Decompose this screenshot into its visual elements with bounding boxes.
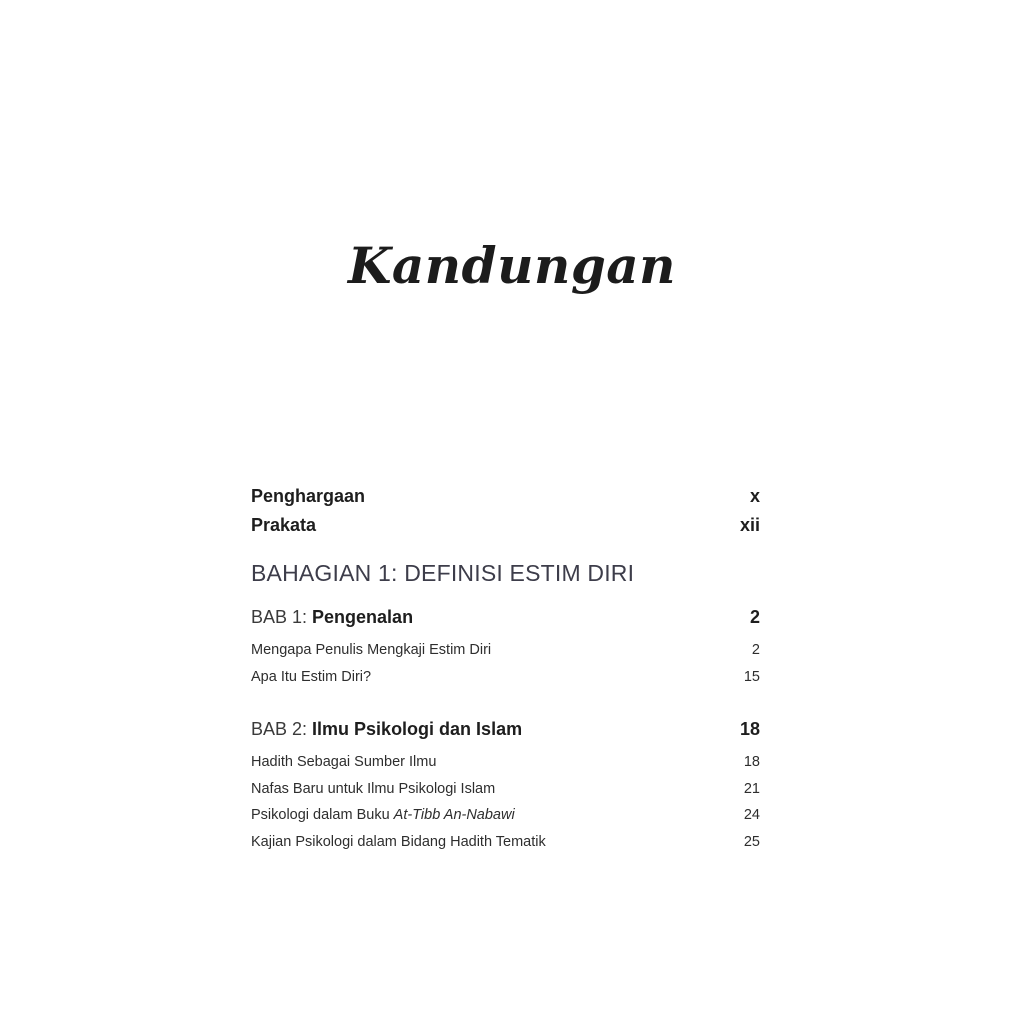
section-page: 2	[751, 642, 760, 658]
section-label: Nafas Baru untuk Ilmu Psikologi Islam	[251, 781, 496, 797]
section-page: 25	[743, 834, 760, 850]
toc-entry-preface[interactable]	[251, 515, 760, 536]
toc-section[interactable]	[251, 754, 760, 770]
section-label	[251, 807, 515, 823]
toc-entry-page: x	[749, 486, 760, 506]
section-page: 18	[743, 754, 760, 770]
section-page: 15	[743, 669, 760, 685]
book-title-italic: At-Tibb An-Nabawi	[393, 807, 515, 823]
toc-section[interactable]	[251, 669, 760, 685]
section-page: 21	[743, 781, 760, 797]
chapter-name: Pengenalan	[312, 607, 414, 627]
chapter-prefix: BAB 1:	[251, 607, 313, 627]
toc-entry-label: Prakata	[251, 515, 317, 535]
section-label-text: Psikologi dalam Buku	[251, 807, 394, 823]
chapter-prefix: BAB 2:	[251, 719, 313, 739]
part-heading-label: BAHAGIAN 1: DEFINISI ESTIM DIRI	[251, 560, 635, 586]
section-label: Apa Itu Estim Diri?	[251, 669, 372, 685]
toc-section[interactable]	[251, 807, 760, 823]
chapter-title	[251, 719, 522, 740]
page-title: Kandungan	[347, 236, 677, 295]
chapter-page: 18	[739, 719, 760, 739]
toc-section[interactable]	[251, 834, 760, 850]
chapter-page: 2	[749, 607, 760, 627]
chapter-title	[251, 607, 413, 628]
section-page: 24	[743, 807, 760, 823]
chapter-name: Ilmu Psikologi dan Islam	[312, 719, 523, 739]
toc-chapter-2[interactable]	[251, 719, 760, 740]
toc-chapter-1[interactable]	[251, 607, 760, 628]
section-label: Kajian Psikologi dalam Bidang Hadith Tematik	[251, 834, 546, 850]
toc-entry-label: Penghargaan	[251, 486, 366, 506]
section-label: Hadith Sebagai Sumber Ilmu	[251, 754, 437, 770]
part-heading	[251, 560, 760, 587]
toc-section[interactable]	[251, 642, 760, 658]
toc-entry-acknowledgements[interactable]	[251, 486, 760, 507]
toc-section[interactable]	[251, 781, 760, 797]
toc-entry-page: xii	[739, 515, 760, 535]
section-label: Mengapa Penulis Mengkaji Estim Diri	[251, 642, 492, 658]
